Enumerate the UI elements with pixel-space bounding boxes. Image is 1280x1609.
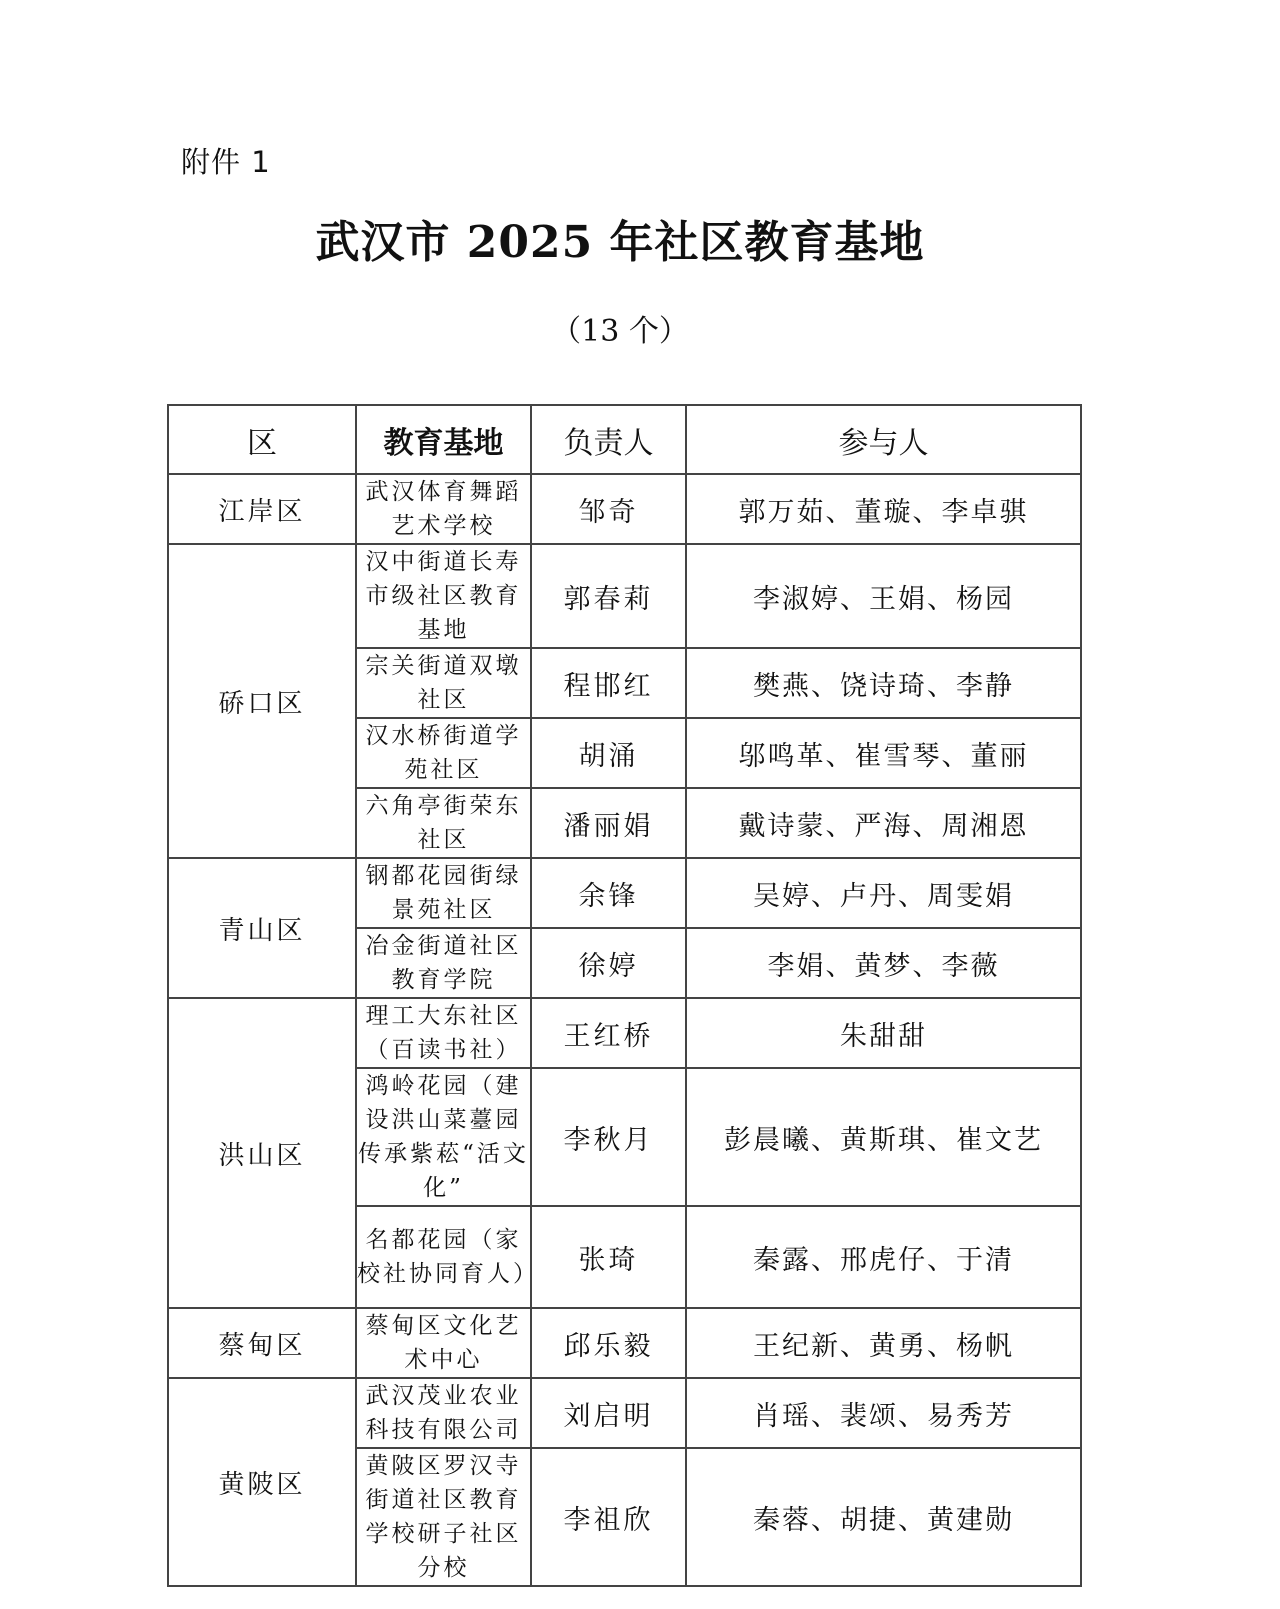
- leader-cell: 余锋: [531, 858, 686, 928]
- leader-cell: 胡涌: [531, 718, 686, 788]
- leader-cell: 徐婷: [531, 928, 686, 998]
- participants-cell: 邬鸣革、崔雪琴、董丽: [686, 718, 1081, 788]
- education-base-table: [167, 404, 1082, 1587]
- leader-cell: 张琦: [531, 1206, 686, 1308]
- participants-cell: 秦露、邢虎仔、于清: [686, 1206, 1081, 1308]
- participants-cell: 肖瑶、裴颂、易秀芳: [686, 1378, 1081, 1448]
- base-cell: 钢都花园街绿景苑社区: [356, 858, 531, 928]
- participants-cell: 秦蓉、胡捷、黄建勋: [686, 1448, 1081, 1586]
- leader-cell: 邱乐毅: [531, 1308, 686, 1378]
- table-row: [168, 1378, 1081, 1448]
- table-row: [168, 998, 1081, 1068]
- district-cell: 黄陂区: [168, 1378, 356, 1586]
- participants-cell: 王纪新、黄勇、杨帆: [686, 1308, 1081, 1378]
- leader-cell: 李秋月: [531, 1068, 686, 1206]
- column-header-base: 教育基地: [356, 405, 531, 474]
- participants-cell: 彭晨曦、黄斯琪、崔文艺: [686, 1068, 1081, 1206]
- district-cell: 洪山区: [168, 998, 356, 1308]
- base-cell: 鸿岭花园（建设洪山菜薹园传承紫菘“活文化”: [356, 1068, 531, 1206]
- district-cell: 青山区: [168, 858, 356, 998]
- participants-cell: 戴诗蒙、严海、周湘恩: [686, 788, 1081, 858]
- base-cell: 武汉茂业农业科技有限公司: [356, 1378, 531, 1448]
- leader-cell: 郭春莉: [531, 544, 686, 648]
- base-cell: 汉中街道长寿市级社区教育基地: [356, 544, 531, 648]
- leader-cell: 邹奇: [531, 474, 686, 544]
- base-cell: 汉水桥街道学苑社区: [356, 718, 531, 788]
- leader-cell: 程邯红: [531, 648, 686, 718]
- base-cell: 六角亭街荣东社区: [356, 788, 531, 858]
- document-title: 武汉市 2025 年社区教育基地: [315, 217, 925, 268]
- participants-cell: 吴婷、卢丹、周雯娟: [686, 858, 1081, 928]
- participants-cell: 郭万茹、董璇、李卓骐: [686, 474, 1081, 544]
- leader-cell: 刘启明: [531, 1378, 686, 1448]
- base-cell: 冶金街道社区教育学院: [356, 928, 531, 998]
- table-header-row: [168, 405, 1081, 474]
- base-cell: 武汉体育舞蹈艺术学校: [356, 474, 531, 544]
- column-header-district: 区: [168, 405, 356, 474]
- table-row: [168, 474, 1081, 544]
- district-cell: 蔡甸区: [168, 1308, 356, 1378]
- base-cell: 名都花园（家校社协同育人）: [356, 1206, 531, 1308]
- base-cell: 宗关街道双墩社区: [356, 648, 531, 718]
- participants-cell: 朱甜甜: [686, 998, 1081, 1068]
- participants-cell: 樊燕、饶诗琦、李静: [686, 648, 1081, 718]
- district-cell: 硚口区: [168, 544, 356, 858]
- base-cell: 黄陂区罗汉寺街道社区教育学校研子社区分校: [356, 1448, 531, 1586]
- item-count: （13 个）: [551, 314, 689, 349]
- leader-cell: 王红桥: [531, 998, 686, 1068]
- table-row: [168, 858, 1081, 928]
- base-cell: 蔡甸区文化艺术中心: [356, 1308, 531, 1378]
- leader-cell: 潘丽娟: [531, 788, 686, 858]
- column-header-leader: 负责人: [531, 405, 686, 474]
- leader-cell: 李祖欣: [531, 1448, 686, 1586]
- district-cell: 江岸区: [168, 474, 356, 544]
- participants-cell: 李娟、黄梦、李薇: [686, 928, 1081, 998]
- column-header-participants: 参与人: [686, 405, 1081, 474]
- table-row: [168, 544, 1081, 648]
- table-row: [168, 1308, 1081, 1378]
- base-cell: 理工大东社区（百读书社）: [356, 998, 531, 1068]
- attachment-label: 附件 1: [181, 145, 271, 179]
- participants-cell: 李淑婷、王娟、杨园: [686, 544, 1081, 648]
